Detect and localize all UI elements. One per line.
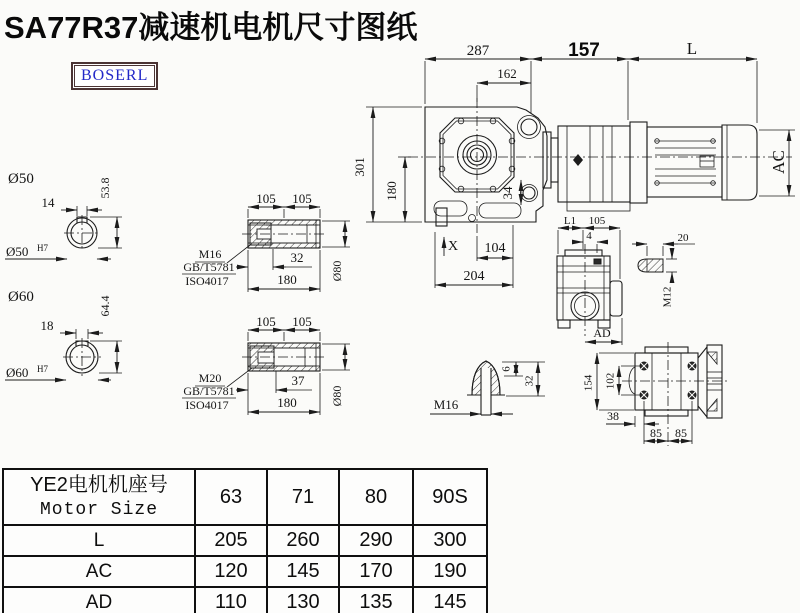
bushing-m16-view bbox=[182, 191, 350, 292]
dim-85-2: 85 bbox=[675, 426, 687, 440]
row-label-AC: AC bbox=[3, 556, 195, 587]
diamond-mark bbox=[573, 154, 583, 166]
dim-105-side: 105 bbox=[588, 215, 606, 227]
dim-37: 37 bbox=[291, 373, 305, 388]
dim-105-b2: 105 bbox=[292, 314, 312, 329]
dim-L: L bbox=[686, 39, 698, 58]
value-L-71: 260 bbox=[267, 525, 339, 556]
bore-60: Ø60 bbox=[6, 365, 29, 380]
value-AC-80: 170 bbox=[339, 556, 413, 587]
bolt-m20-label: M20 bbox=[198, 371, 222, 385]
dim-32-vent: 32 bbox=[523, 375, 536, 387]
bore-50: Ø50 bbox=[6, 244, 29, 259]
dim-105-b1: 105 bbox=[256, 314, 276, 329]
dim-53.8: 53.8 bbox=[97, 177, 112, 199]
dim-180-b: 180 bbox=[277, 395, 297, 410]
thread-m12-label: M12 bbox=[661, 286, 674, 308]
row-label-L: L bbox=[3, 525, 195, 556]
dim-64.4: 64.4 bbox=[97, 295, 112, 317]
vent-m16-detail bbox=[430, 361, 545, 415]
brand-logo-text: BOSERL bbox=[74, 65, 155, 87]
table-row-L bbox=[3, 525, 487, 556]
std-gbt5781-b: GB/T5781 bbox=[183, 384, 235, 398]
dim-105-a1: 105 bbox=[256, 191, 276, 206]
row-label-AD: AD bbox=[3, 587, 195, 613]
drain-plug bbox=[436, 208, 447, 226]
dim-85-1: 85 bbox=[650, 426, 662, 440]
dim-157: 157 bbox=[568, 40, 600, 61]
shaft-section-50 bbox=[5, 171, 122, 259]
dim-162: 162 bbox=[497, 66, 517, 81]
dim-180-vertical: 180 bbox=[383, 181, 399, 201]
bushing-m20-view bbox=[182, 314, 350, 415]
dim-204: 204 bbox=[463, 269, 485, 284]
std-gbt5781-a: GB/T5781 bbox=[183, 260, 235, 274]
shaft60-title: Ø60 bbox=[8, 289, 34, 305]
header-motor-size bbox=[3, 469, 195, 525]
motor-rear-view bbox=[583, 342, 730, 446]
dim-102: 102 bbox=[604, 372, 617, 390]
dim-34: 34 bbox=[499, 186, 515, 200]
shaft50-title: Ø50 bbox=[8, 171, 34, 187]
value-L-63: 205 bbox=[195, 525, 267, 556]
table-header-row bbox=[3, 469, 487, 525]
table-row-AC bbox=[3, 556, 487, 587]
dim-20: 20 bbox=[677, 232, 689, 244]
value-AD-63: 110 bbox=[195, 587, 267, 613]
dim-32: 32 bbox=[290, 250, 304, 265]
dim-d80-b: Ø80 bbox=[329, 385, 344, 407]
gearbox-side-view bbox=[557, 215, 622, 345]
motor-size-table bbox=[2, 468, 488, 613]
std-iso4017-b: ISO4017 bbox=[185, 398, 229, 412]
dim-154: 154 bbox=[582, 374, 595, 392]
shaft-section-60 bbox=[5, 289, 122, 380]
main-view-gearmotor bbox=[352, 39, 795, 288]
size-63: 63 bbox=[195, 469, 267, 525]
dim-AC: AC bbox=[768, 150, 788, 174]
header-cn: YE2电机机座号 bbox=[30, 474, 168, 496]
plug-m12-detail bbox=[632, 232, 695, 307]
bolt-m16-label: M16 bbox=[198, 247, 222, 261]
dim-4: 4 bbox=[586, 230, 592, 242]
dim-L1: L1 bbox=[563, 215, 577, 227]
dim-301: 301 bbox=[351, 157, 367, 177]
dim-180-a: 180 bbox=[277, 272, 297, 287]
motor-body bbox=[647, 127, 722, 197]
table-row-AD bbox=[3, 587, 487, 613]
value-AD-90S: 145 bbox=[413, 587, 487, 613]
header-en: Motor Size bbox=[39, 500, 159, 520]
value-L-80: 290 bbox=[339, 525, 413, 556]
dim-38: 38 bbox=[607, 409, 619, 423]
value-AD-80: 135 bbox=[339, 587, 413, 613]
size-80: 80 bbox=[339, 469, 413, 525]
value-L-90S: 300 bbox=[413, 525, 487, 556]
dim-d80-a: Ø80 bbox=[329, 260, 344, 282]
value-AC-63: 120 bbox=[195, 556, 267, 587]
bore-60-tolerance: H7 bbox=[37, 364, 48, 374]
dim-287: 287 bbox=[466, 43, 490, 59]
dim-AD: AD bbox=[593, 326, 611, 340]
page-title: SA77R37减速机电机尺寸图纸 bbox=[4, 10, 418, 45]
thread-m16-label: M16 bbox=[433, 397, 459, 412]
dim-6: 6 bbox=[500, 366, 513, 372]
size-90S: 90S bbox=[413, 469, 487, 525]
dim-105-a2: 105 bbox=[292, 191, 312, 206]
value-AD-71: 130 bbox=[267, 587, 339, 613]
size-71: 71 bbox=[267, 469, 339, 525]
value-AC-90S: 190 bbox=[413, 556, 487, 587]
bore-50-tolerance: H7 bbox=[37, 243, 48, 253]
dim-104: 104 bbox=[484, 241, 506, 256]
std-iso4017-a: ISO4017 bbox=[185, 274, 229, 288]
label-X: X bbox=[447, 239, 459, 254]
dim-18: 18 bbox=[40, 318, 54, 333]
value-AC-71: 145 bbox=[267, 556, 339, 587]
dim-14: 14 bbox=[41, 195, 55, 210]
